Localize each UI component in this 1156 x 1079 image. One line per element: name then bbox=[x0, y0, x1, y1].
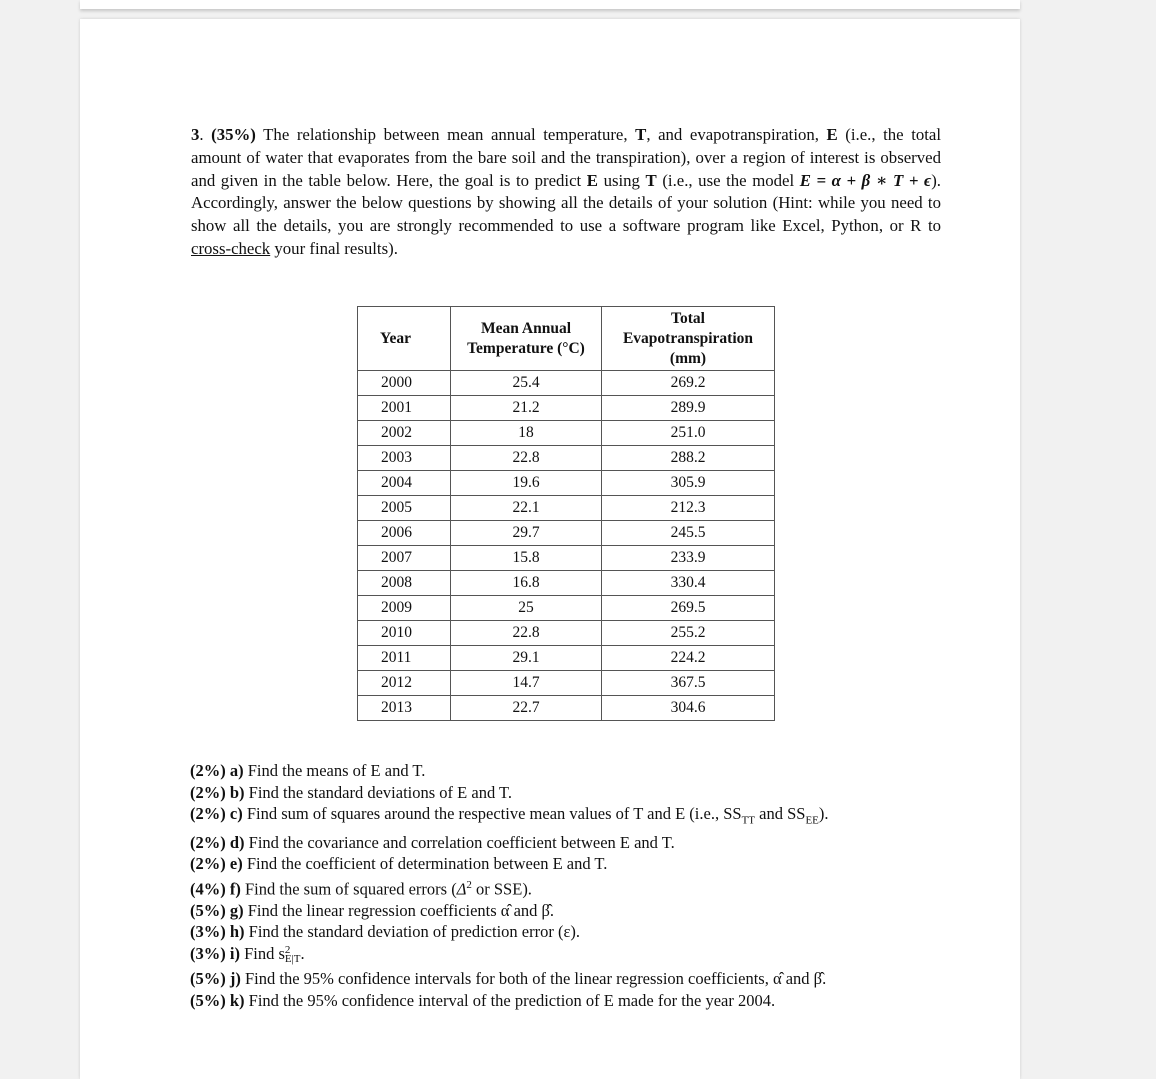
question-k: (5%) k) Find the 95% confidence interval of the prediction of E made for the year 2004. bbox=[190, 990, 776, 1010]
table-row bbox=[358, 621, 775, 646]
intro-text: using bbox=[598, 170, 646, 190]
cross-check-text: cross-check bbox=[191, 238, 271, 258]
table-row bbox=[358, 546, 775, 571]
cell-year: 2013 bbox=[358, 696, 451, 721]
cell-temp: 16.8 bbox=[451, 571, 602, 596]
cell-temp: 15.8 bbox=[451, 546, 602, 571]
intro-text: (i.e., use the model bbox=[656, 170, 800, 190]
cell-et: 289.9 bbox=[602, 396, 775, 421]
question-b: (2%) b) Find the standard deviations of E and T. bbox=[190, 782, 513, 802]
intro-text: ). Accordingly, answer the below questions by showing all the details of your solution (Hint: while you need to show all the details, you are strongly recommended to use a software program like Excel, Python, or R to bbox=[191, 170, 942, 236]
table-row bbox=[358, 521, 775, 546]
cell-et: 255.2 bbox=[602, 621, 775, 646]
question-h: (3%) h) Find the standard deviation of prediction error (ε). bbox=[190, 922, 581, 942]
cell-et: 367.5 bbox=[602, 671, 775, 696]
table-row bbox=[358, 446, 775, 471]
cell-temp: 25 bbox=[451, 596, 602, 621]
question-i: (3%) i) Find s2 E|T. bbox=[190, 943, 305, 966]
header-evapotranspiration: Total Evapotranspiration (mm) bbox=[602, 307, 775, 371]
cell-year: 2001 bbox=[358, 396, 451, 421]
table-row bbox=[358, 421, 775, 446]
var-t: T bbox=[645, 170, 657, 190]
question-a: (2%) a) Find the means of E and T. bbox=[190, 761, 426, 780]
question-j: (5%) j) Find the 95% confidence intervals for both of the linear regression coefficients, α̂ and β̂. bbox=[190, 969, 827, 989]
question-c: (2%) c) Find sum of squares around the respective mean values of T and E (i.e., $SS_{TT}$ and $SS_{EE}$). bbox=[190, 804, 829, 827]
var-t: T bbox=[635, 125, 647, 144]
cell-et: 305.9 bbox=[602, 471, 775, 496]
cell-et: 245.5 bbox=[602, 521, 775, 546]
cell-year: 2011 bbox=[358, 646, 451, 671]
problem-number: 3 bbox=[191, 125, 200, 144]
cell-temp: 14.7 bbox=[451, 671, 602, 696]
cell-temp: 29.7 bbox=[451, 521, 602, 546]
table-row bbox=[358, 646, 775, 671]
cell-temp: 18 bbox=[451, 421, 602, 446]
document-page bbox=[80, 19, 1020, 1079]
cell-year: 2004 bbox=[358, 471, 451, 496]
cell-et: 251.0 bbox=[602, 421, 775, 446]
cell-et: 288.2 bbox=[602, 446, 775, 471]
cell-year: 2002 bbox=[358, 421, 451, 446]
cell-year: 2005 bbox=[358, 496, 451, 521]
cell-temp: 19.6 bbox=[451, 471, 602, 496]
previous-page-edge bbox=[80, 0, 1020, 9]
cell-temp: 22.8 bbox=[451, 446, 602, 471]
cell-et: 269.5 bbox=[602, 596, 775, 621]
table-row bbox=[358, 371, 775, 396]
cell-year: 2007 bbox=[358, 546, 451, 571]
cell-et: 304.6 bbox=[602, 696, 775, 721]
cell-year: 2000 bbox=[358, 371, 451, 396]
table-header-row bbox=[358, 307, 775, 371]
var-e: E bbox=[586, 170, 598, 190]
cell-year: 2009 bbox=[358, 596, 451, 621]
table-row bbox=[358, 671, 775, 696]
table-row bbox=[358, 571, 775, 596]
cell-temp: 22.8 bbox=[451, 621, 602, 646]
question-d: (2%) d) Find the covariance and correlation coefficient between E and T. bbox=[190, 832, 675, 852]
cell-temp: 22.7 bbox=[451, 696, 602, 721]
header-temperature: Mean Annual Temperature (°C) bbox=[451, 307, 602, 371]
cell-et: 224.2 bbox=[602, 646, 775, 671]
table-row bbox=[358, 471, 775, 496]
cell-year: 2010 bbox=[358, 621, 451, 646]
header-year: Year bbox=[358, 307, 451, 371]
table-row bbox=[358, 696, 775, 721]
cell-year: 2006 bbox=[358, 521, 451, 546]
intro-text: (i.e., the total amount of water that evaporates from the bare soil and the transpiration), over a region of interest is observed and given in the table below. Here, the goal is to predict bbox=[191, 125, 942, 190]
question-list bbox=[190, 760, 970, 1011]
cell-year: 2003 bbox=[358, 446, 451, 471]
cell-temp: 21.2 bbox=[451, 396, 602, 421]
question-e: (2%) e) Find the coefficient of determination between E and T. bbox=[190, 854, 608, 874]
intro-text: , and evapotranspiration, bbox=[646, 125, 827, 144]
data-table bbox=[357, 306, 775, 721]
cell-et: 269.2 bbox=[602, 371, 775, 396]
problem-statement: 3. (35%) The relationship between mean annual temperature, T, and evapotranspiration, E (i.e., the total amount of water that evaporates from the bare soil and the transpiration), over a region of interest is observed and given in the table below. Here, the goal is to predict E using T (i.e., use the model E = α + β ∗ T + ϵ). Accordingly, answer the below questions by showing all the details of your solution (Hint: while you need to show all the details, you are strongly recommended to use a software program like Excel, Python, or R to cross-check your final results). bbox=[191, 125, 942, 258]
problem-weight: (35%) bbox=[211, 125, 256, 144]
cell-temp: 25.4 bbox=[451, 371, 602, 396]
table-row bbox=[358, 496, 775, 521]
intro-text: your final results). bbox=[270, 238, 398, 258]
table-row bbox=[358, 596, 775, 621]
cell-temp: 29.1 bbox=[451, 646, 602, 671]
cell-year: 2008 bbox=[358, 571, 451, 596]
var-e: E bbox=[826, 125, 838, 144]
table-row bbox=[358, 396, 775, 421]
cell-et: 212.3 bbox=[602, 496, 775, 521]
cell-year: 2012 bbox=[358, 671, 451, 696]
cell-et: 233.9 bbox=[602, 546, 775, 571]
question-f: (4%) f) Find the sum of squared errors ($\Delta^2$ or SSE). bbox=[190, 878, 532, 899]
cell-temp: 22.1 bbox=[451, 496, 602, 521]
intro-text: The relationship between mean annual temperature, bbox=[263, 125, 636, 144]
cell-et: 330.4 bbox=[602, 571, 775, 596]
question-g: (5%) g) Find the linear regression coefficients α̂ and β̂. bbox=[190, 900, 555, 920]
model-equation: E = α + β ∗ T + ϵ bbox=[799, 170, 932, 190]
